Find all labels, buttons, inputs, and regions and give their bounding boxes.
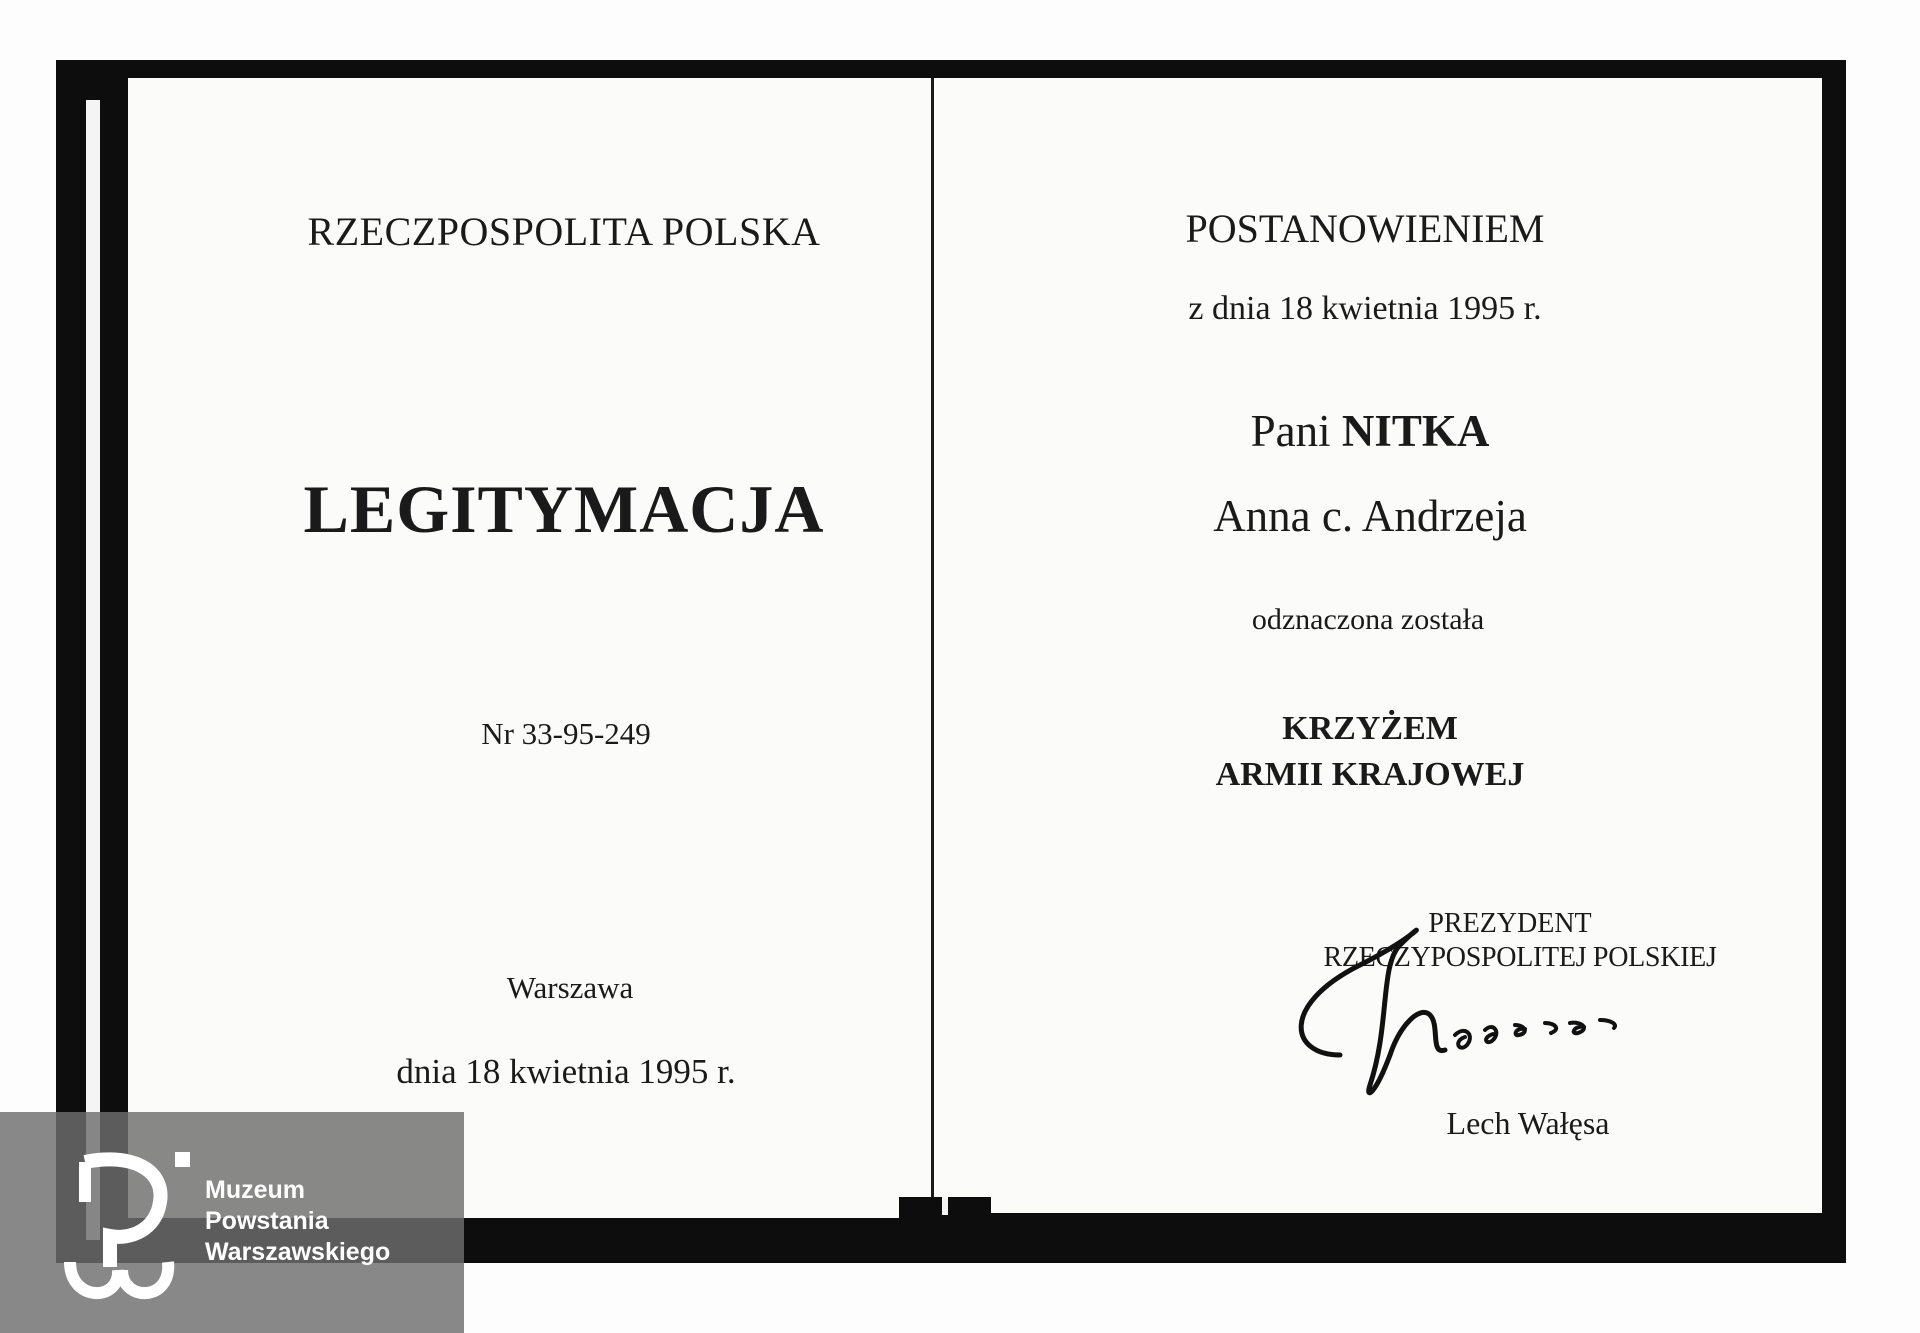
museum-watermark — [0, 1112, 464, 1333]
signature — [1280, 905, 1680, 1125]
recipient-line — [1251, 405, 1490, 457]
cover-edge — [86, 100, 100, 1240]
museum-name-line-2: Powstania — [205, 1207, 329, 1235]
recipient-name: Anna c. Andrzeja — [1213, 491, 1527, 541]
recipient-surname: NITKA — [1341, 406, 1490, 456]
president-title-line-2: RZECZYPOSPOLITEJ POLSKIEJ — [1323, 942, 1717, 973]
museum-name-line-3: Warszawskiego — [205, 1238, 391, 1266]
document-number: Nr 33-95-249 — [481, 716, 651, 751]
decree-heading: POSTANOWIENIEM — [1185, 206, 1545, 251]
medal-name-line-2: ARMII KRAJOWEJ — [1215, 756, 1525, 793]
spine-clip — [899, 1197, 991, 1235]
museum-logo-icon — [60, 1152, 190, 1302]
decree-date: z dnia 18 kwietnia 1995 r. — [1188, 290, 1542, 327]
spine-fold — [931, 78, 934, 1218]
president-title-line-1: PREZYDENT — [1428, 908, 1592, 939]
museum-name-line-1: Muzeum — [205, 1176, 305, 1204]
issue-place: Warszawa — [506, 970, 634, 1005]
issue-date: dnia 18 kwietnia 1995 r. — [396, 1052, 736, 1091]
document-title: LEGITYMACJA — [303, 471, 825, 547]
awarded-text: odznaczona została — [1251, 603, 1485, 636]
signer-name: Lech Wałęsa — [1446, 1105, 1610, 1141]
recipient-title: Pani — [1250, 406, 1331, 456]
country-heading: RZECZPOSPOLITA POLSKA — [307, 209, 821, 254]
medal-name-line-1: KRZYŻEM — [1282, 710, 1458, 747]
